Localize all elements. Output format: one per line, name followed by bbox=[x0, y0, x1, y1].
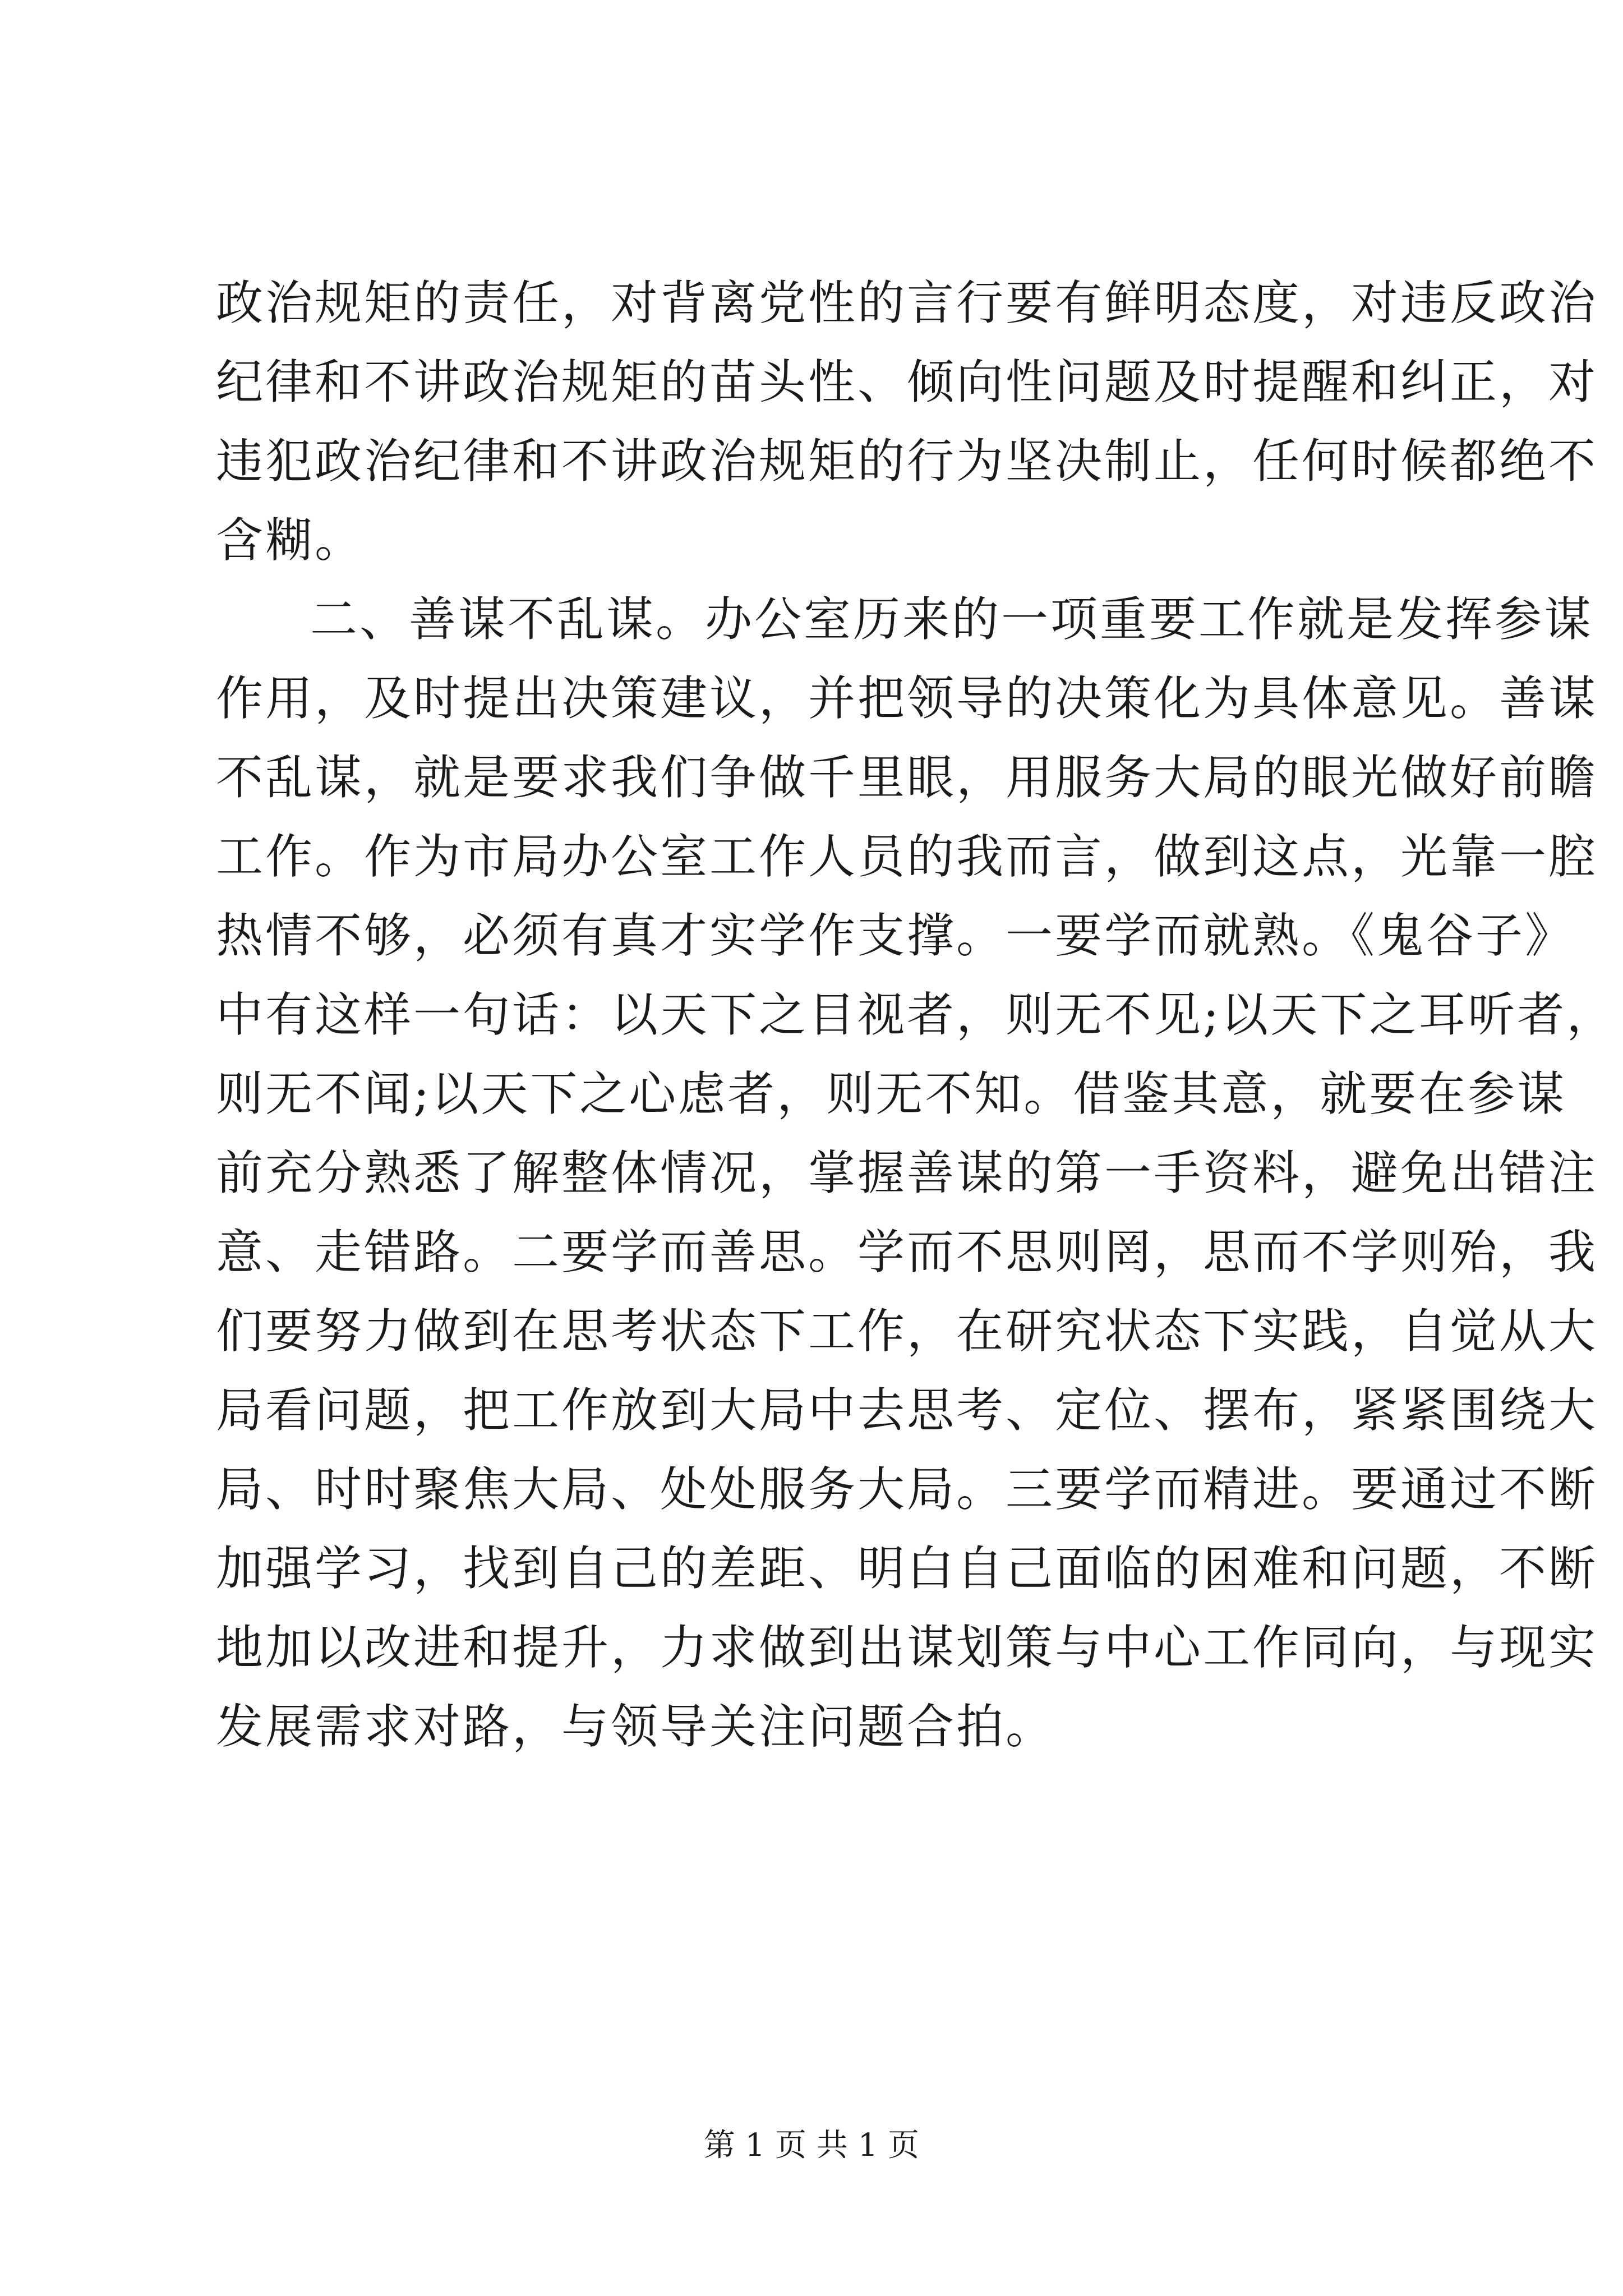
text-line: 局、时时聚焦大局、处处服务大局。三要学而精进。要通过不断 bbox=[216, 1462, 1598, 1517]
page-number-footer: 第 1 页 共 1 页 bbox=[703, 2127, 920, 2164]
text-line: 局看问题，把工作放到大局中去思考、定位、摆布，紧紧围绕大 bbox=[216, 1383, 1598, 1438]
text-line: 则无不闻;以天下之心虑者，则无不知。借鉴其意，就要在参谋 bbox=[216, 1066, 1567, 1121]
text-line: 前充分熟悉了解整体情况，掌握善谋的第一手资料，避免出错注 bbox=[216, 1145, 1598, 1200]
text-line: 含糊。 bbox=[216, 513, 365, 568]
text-line: 中有这样一句话：以天下之目视者，则无不见;以天下之耳听者， bbox=[216, 987, 1616, 1042]
text-line: 意、走错路。二要学而善思。学而不思则罔，思而不学则殆，我 bbox=[216, 1225, 1598, 1280]
text-line: 工作。作为市局办公室工作人员的我而言，做到这点，光靠一腔 bbox=[216, 829, 1598, 884]
text-line: 不乱谋，就是要求我们争做千里眼，用服务大局的眼光做好前瞻 bbox=[216, 750, 1598, 805]
text-line: 们要努力做到在思考状态下工作，在研究状态下实践，自觉从大 bbox=[216, 1304, 1598, 1359]
body-text bbox=[216, 264, 1616, 1766]
text-line: 加强学习，找到自己的差距、明白自己面临的困难和问题，不断 bbox=[216, 1541, 1598, 1596]
text-line: 发展需求对路，与领导关注问题合拍。 bbox=[216, 1699, 1055, 1754]
text-line: 政治规矩的责任，对背离党性的言行要有鲜明态度，对违反政治 bbox=[216, 275, 1598, 330]
text-line: 热情不够，必须有真才实学作支撑。一要学而就熟。《鬼谷子》 bbox=[216, 908, 1575, 963]
text-line: 地加以改进和提升，力求做到出谋划策与中心工作同向，与现实 bbox=[216, 1620, 1598, 1675]
text-line: 违犯政治纪律和不讲政治规矩的行为坚决制止，任何时候都绝不 bbox=[216, 434, 1598, 489]
section-heading-line: 二、善谋不乱谋。办公室历来的一项重要工作就是发挥参谋 bbox=[310, 592, 1594, 647]
text-line: 纪律和不讲政治规矩的苗头性、倾向性问题及时提醒和纠正，对 bbox=[216, 355, 1598, 409]
text-line: 作用，及时提出决策建议，并把领导的决策化为具体意见。善谋 bbox=[216, 671, 1598, 726]
